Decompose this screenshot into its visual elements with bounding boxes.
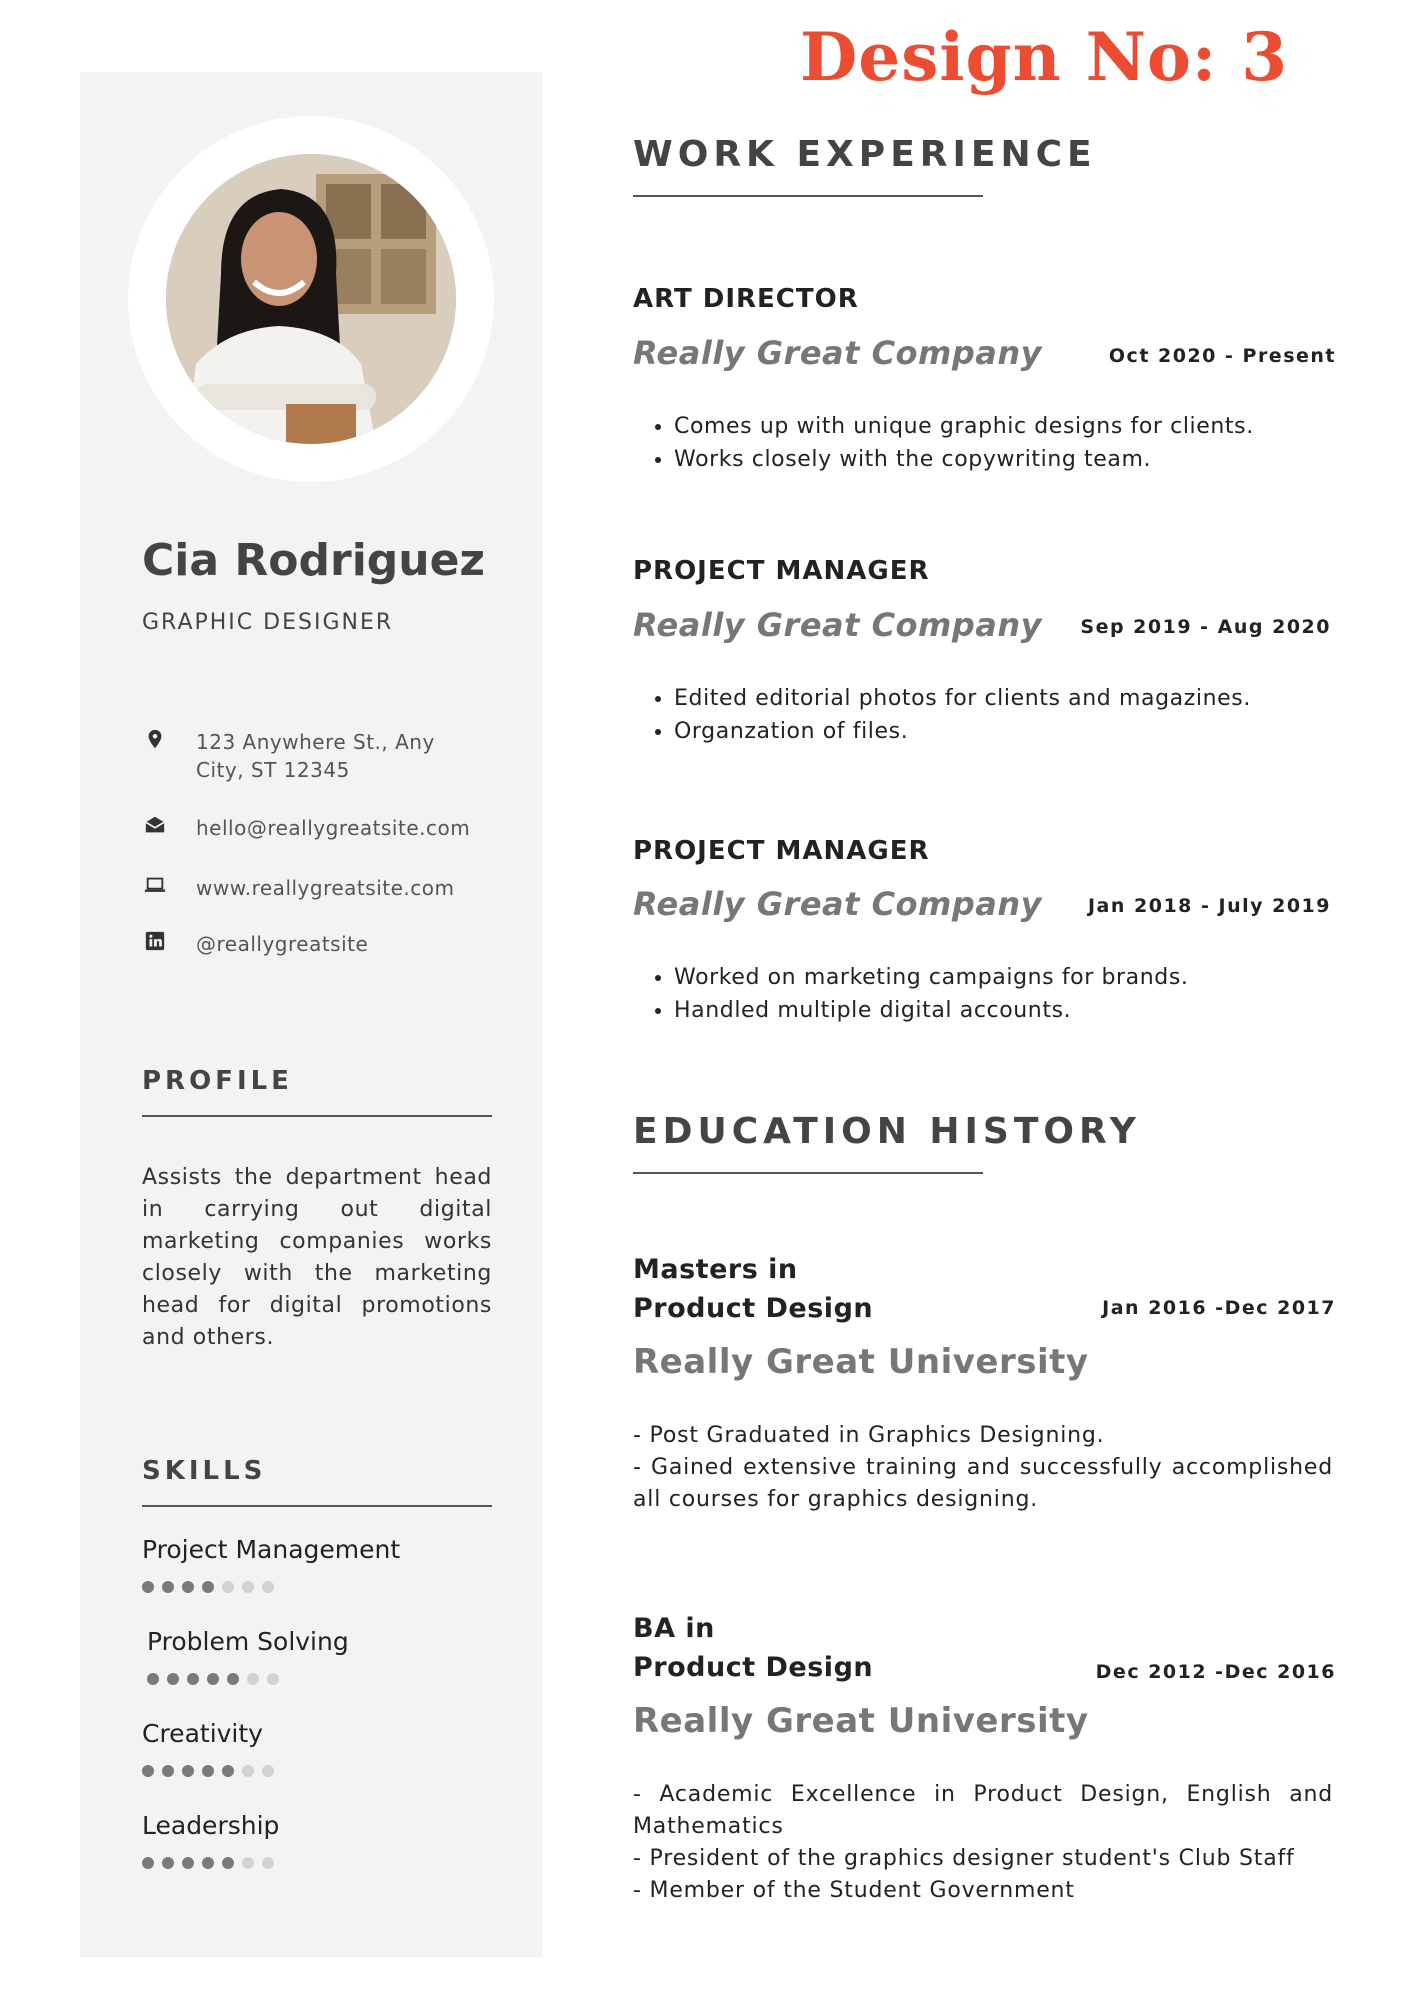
profile-heading: PROFILE: [142, 1066, 293, 1096]
laptop-icon: [142, 874, 168, 900]
rating-dot-filled: [227, 1673, 239, 1685]
person-role: GRAPHIC DESIGNER: [142, 610, 394, 635]
rating-dot-filled: [222, 1857, 234, 1869]
profile-photo: [166, 154, 456, 444]
list-item: • Comes up with unique graphic designs for clients.: [674, 410, 1254, 443]
email-link[interactable]: hello@reallygreatsite.com: [196, 816, 471, 840]
degree-title: [633, 1250, 873, 1328]
education-divider: [633, 1172, 983, 1174]
skill-name: Project Management: [142, 1535, 401, 1564]
work-divider: [633, 195, 983, 197]
skill-name: Creativity: [142, 1719, 263, 1748]
list-item: • Edited editorial photos for clients and magazines.: [674, 682, 1251, 715]
job-title: PROJECT MANAGER: [633, 556, 930, 586]
job-date: Jan 2018 - July 2019: [1087, 895, 1331, 917]
rating-dot-empty: [242, 1765, 254, 1777]
rating-dot-empty: [262, 1857, 274, 1869]
social-handle[interactable]: @reallygreatsite: [196, 932, 369, 956]
detail-line: - Post Graduated in Graphics Designing.: [633, 1423, 1105, 1448]
education-heading: EDUCATION HISTORY: [633, 1111, 1141, 1152]
profile-summary: Assists the department head in carrying out digital marketing companies works closely with the marketing head for digital promotions and others.: [142, 1165, 492, 1350]
rating-dot-filled: [202, 1581, 214, 1593]
list-item: • Works closely with the copywriting team.: [674, 443, 1254, 476]
skills-divider: [142, 1505, 492, 1507]
detail-line: - Gained extensive training and successfully accomplished all courses for graphics designing.: [633, 1455, 1333, 1512]
rating-dot-filled: [182, 1857, 194, 1869]
rating-dot-filled: [167, 1673, 179, 1685]
skill-name: Problem Solving: [147, 1627, 349, 1656]
rating-dot-empty: [247, 1673, 259, 1685]
degree-line-2: Product Design: [633, 1652, 874, 1683]
contact-email: [142, 814, 471, 842]
rating-dot-filled: [202, 1857, 214, 1869]
degree-details: [633, 1420, 1333, 1516]
school-name: Really Great University: [633, 1342, 1089, 1382]
profile-divider: [142, 1115, 492, 1117]
degree-line-2: Product Design: [633, 1293, 874, 1324]
rating-dot-filled: [222, 1765, 234, 1777]
degree-line-1: Masters in: [633, 1254, 798, 1285]
skill-name: Leadership: [142, 1811, 280, 1840]
location-pin-icon: [142, 728, 168, 754]
job-title: PROJECT MANAGER: [633, 836, 930, 866]
rating-dot-filled: [142, 1765, 154, 1777]
job-date: Sep 2019 - Aug 2020: [1080, 616, 1331, 638]
contact-address: [142, 728, 466, 784]
detail-line: - President of the graphics designer student's Club Staff: [633, 1846, 1295, 1871]
job-bullets: [650, 410, 1254, 476]
work-experience-heading: WORK EXPERIENCE: [633, 134, 1097, 175]
rating-dot-filled: [142, 1581, 154, 1593]
contact-social: [142, 930, 466, 958]
list-item: • Organzation of files.: [674, 715, 1251, 748]
linkedin-icon: [142, 930, 168, 956]
school-name: Really Great University: [633, 1701, 1089, 1741]
list-item: • Handled multiple digital accounts.: [674, 994, 1189, 1027]
detail-line: - Member of the Student Government: [633, 1878, 1075, 1903]
rating-dot-filled: [182, 1765, 194, 1777]
degree-date: Jan 2016 -Dec 2017: [1102, 1297, 1336, 1319]
rating-dot-empty: [262, 1581, 274, 1593]
job-company: Really Great Company: [633, 606, 1043, 644]
website-link[interactable]: www.reallygreatsite.com: [196, 876, 455, 900]
degree-details: [633, 1779, 1333, 1907]
contact-website: [142, 874, 466, 902]
rating-dot-empty: [222, 1581, 234, 1593]
degree-line-1: BA in: [633, 1613, 715, 1644]
degree-date: Dec 2012 -Dec 2016: [1095, 1661, 1336, 1683]
job-date: Oct 2020 - Present: [1108, 345, 1336, 367]
job-company: Really Great Company: [633, 334, 1043, 372]
skill-rating: [142, 1765, 282, 1777]
skills-heading: SKILLS: [142, 1456, 267, 1486]
rating-dot-empty: [242, 1857, 254, 1869]
skill-rating: [147, 1673, 287, 1685]
rating-dot-empty: [242, 1581, 254, 1593]
skill-rating: [142, 1581, 282, 1593]
rating-dot-filled: [162, 1581, 174, 1593]
list-item: • Worked on marketing campaigns for brands.: [674, 961, 1189, 994]
job-company: Really Great Company: [633, 885, 1043, 923]
degree-title: [633, 1609, 873, 1687]
address-text: 123 Anywhere St., Any City, ST 12345: [196, 730, 435, 782]
rating-dot-empty: [267, 1673, 279, 1685]
rating-dot-empty: [262, 1765, 274, 1777]
rating-dot-filled: [202, 1765, 214, 1777]
rating-dot-filled: [207, 1673, 219, 1685]
job-bullets: [650, 682, 1251, 748]
person-name: Cia Rodriguez: [142, 535, 486, 586]
design-number-banner: Design No: 3: [800, 18, 1289, 96]
envelope-icon: [142, 814, 168, 840]
skill-rating: [142, 1857, 282, 1869]
portrait-illustration: [166, 154, 456, 444]
rating-dot-filled: [182, 1581, 194, 1593]
rating-dot-filled: [162, 1765, 174, 1777]
job-title: ART DIRECTOR: [633, 284, 859, 314]
rating-dot-filled: [162, 1857, 174, 1869]
rating-dot-filled: [187, 1673, 199, 1685]
detail-line: - Academic Excellence in Product Design, English and Mathematics: [633, 1782, 1333, 1839]
job-bullets: [650, 961, 1189, 1027]
rating-dot-filled: [147, 1673, 159, 1685]
rating-dot-filled: [142, 1857, 154, 1869]
